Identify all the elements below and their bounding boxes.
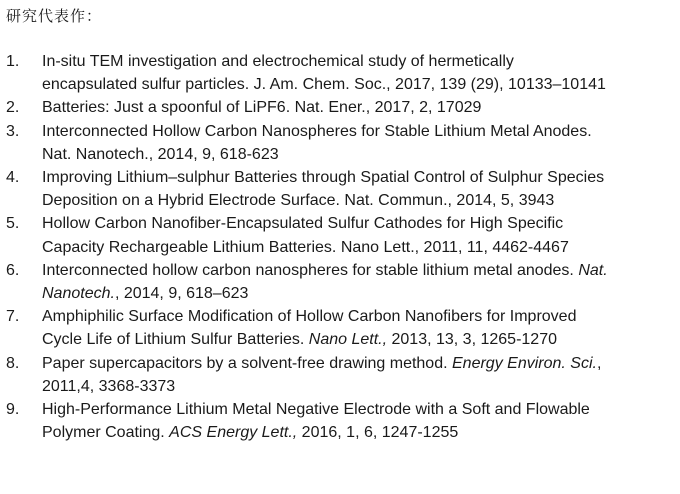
publication-item bbox=[0, 120, 680, 166]
publication-text bbox=[42, 398, 672, 444]
publication-citation: , 2014, 9, 618–623 bbox=[114, 285, 249, 303]
publication-citation: 2016, 1, 6, 1247-1255 bbox=[297, 424, 459, 442]
publication-title: Interconnected hollow carbon nanospheres for stable lithium metal anodes. bbox=[42, 261, 579, 279]
publication-item bbox=[0, 212, 680, 258]
publication-item bbox=[0, 166, 680, 212]
publication-number: 3. bbox=[6, 122, 20, 140]
page-heading: 研究代表作： bbox=[6, 7, 103, 25]
publication-citation: 2013, 13, 3, 1265-1270 bbox=[387, 331, 557, 349]
publication-number: 9. bbox=[6, 401, 20, 419]
publication-number: 5. bbox=[6, 215, 20, 233]
publication-item bbox=[0, 50, 680, 96]
publication-text: Hollow Carbon Nanofiber-Encapsulated Sulfur Cathodes for High Specific Capacity Rechargeable Lithium Batteries. Nano Lett., 2011, 11, 4462-4467 bbox=[42, 215, 569, 256]
publication-journal: Energy Environ. Sci. bbox=[452, 354, 597, 372]
publication-journal: ACS Energy Lett., bbox=[169, 424, 298, 442]
publication-item bbox=[0, 398, 680, 444]
publication-text: Interconnected Hollow Carbon Nanospheres for Stable Lithium Metal Anodes. Nat. Nanotech., 2014, 9, 618-623 bbox=[42, 122, 592, 163]
publication-number: 4. bbox=[6, 169, 20, 187]
publication-title: High-Performance Lithium Metal Negative Electrode with a Soft and Flowable Polymer Coating. bbox=[42, 401, 590, 442]
publication-number: 2. bbox=[6, 99, 20, 117]
publication-text: Improving Lithium–sulphur Batteries through Spatial Control of Sulphur Species Deposition on a Hybrid Electrode Surface. Nat. Commun., 2014, 5, 3943 bbox=[42, 169, 605, 210]
publication-item bbox=[0, 259, 680, 305]
publication-list bbox=[0, 50, 680, 444]
publication-text bbox=[42, 305, 672, 351]
publication-number: 1. bbox=[6, 53, 20, 70]
publication-item bbox=[0, 352, 680, 398]
publication-text bbox=[42, 259, 672, 305]
publication-journal: Nano Lett., bbox=[308, 331, 388, 349]
publication-text: In-situ TEM investigation and electrochemical study of hermetically encapsulated sulfur particles. J. Am. Chem. Soc., 2017, 139 (29), 10133–10141 bbox=[42, 53, 606, 94]
publication-item bbox=[0, 96, 680, 119]
publication-journal: Nat. Nanotech. bbox=[42, 261, 608, 303]
publication-number: 8. bbox=[6, 354, 20, 372]
publication-number: 7. bbox=[6, 308, 20, 326]
publication-title: Paper supercapacitors by a solvent-free drawing method. bbox=[42, 354, 452, 372]
publication-item bbox=[0, 305, 680, 351]
publication-number: 6. bbox=[6, 261, 20, 279]
publication-text: Batteries: Just a spoonful of LiPF6. Nat. Ener., 2017, 2, 17029 bbox=[42, 99, 482, 117]
publication-title: Amphiphilic Surface Modification of Hollow Carbon Nanofibers for Improved Cycle Life of Lithium Sulfur Batteries. bbox=[42, 308, 577, 349]
publication-citation: , 2011,4, 3368-3373 bbox=[42, 354, 602, 395]
publication-text bbox=[42, 352, 672, 398]
